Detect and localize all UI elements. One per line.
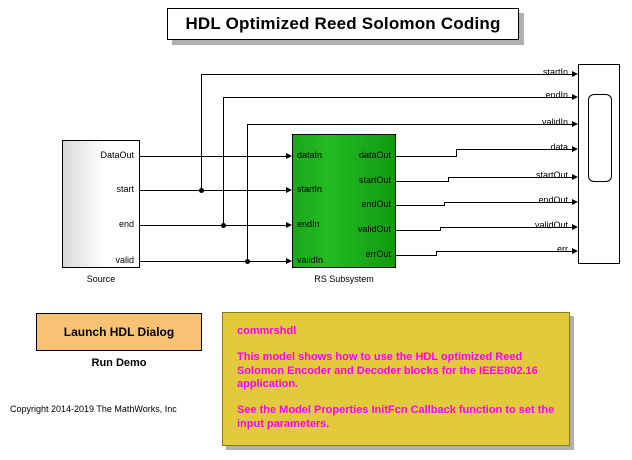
wire-rs-startout-h1 xyxy=(396,181,448,182)
source-block-caption: Source xyxy=(86,274,116,284)
run-demo-caption: Run Demo xyxy=(91,357,147,369)
rs-port-validout: validOut xyxy=(357,224,391,234)
rs-port-endin: endIn xyxy=(297,219,320,229)
wire-rs-validout-h1 xyxy=(396,230,440,231)
wire-start xyxy=(140,190,286,191)
rs-block-caption: RS Subsystem xyxy=(314,274,374,284)
sink-signal-endout: endOut xyxy=(538,195,568,205)
note-heading: commrshdl xyxy=(237,325,297,337)
wire-valid-branch-v xyxy=(247,124,248,261)
model-title-box xyxy=(167,8,519,40)
source-port-end: end xyxy=(118,219,134,229)
rs-port-errout: errOut xyxy=(365,249,391,259)
wire-rs-endout-h1 xyxy=(396,205,444,206)
sink-signal-validout: validOut xyxy=(534,220,568,230)
rs-port-validin: validIn xyxy=(297,255,324,265)
sink-signal-startout: startOut xyxy=(535,170,568,180)
wire-end-branch-v xyxy=(223,97,224,225)
source-port-start: start xyxy=(116,184,134,194)
annotation-note xyxy=(222,312,570,446)
launch-hdl-dialog-button[interactable]: Launch HDL Dialog xyxy=(36,313,202,351)
sink-signal-validin: validIn xyxy=(541,117,568,127)
wire-end xyxy=(140,225,286,226)
rs-port-endout: endOut xyxy=(361,199,391,209)
sink-signal-data: data xyxy=(550,142,568,152)
wire-start-branch-v xyxy=(201,74,202,190)
sink-signal-endin: endIn xyxy=(545,90,568,100)
rs-port-dataout: dataOut xyxy=(358,150,391,160)
sink-signal-err: err xyxy=(557,244,568,254)
page-title: HDL Optimized Reed Solomon Coding xyxy=(185,14,501,33)
sink-inner-shape xyxy=(588,94,612,182)
note-paragraph-1: This model shows how to use the HDL optimized Reed Solomon Encoder and Decoder blocks for the IEEE802.16 application. xyxy=(237,350,538,391)
copyright-text: Copyright 2014-2019 The MathWorks, Inc xyxy=(10,404,177,414)
sink-signal-startin: startIn xyxy=(542,67,568,77)
source-port-dataout: DataOut xyxy=(100,150,134,160)
wire-valid xyxy=(140,261,286,262)
wire-rs-dataout-h1 xyxy=(396,156,456,157)
rs-port-datain: dataIn xyxy=(297,150,323,160)
wire-rs-errout-h1 xyxy=(396,255,436,256)
rs-port-startout: startOut xyxy=(358,175,391,185)
note-paragraph-2: See the Model Properties InitFcn Callback function to set the input parameters. xyxy=(237,404,555,430)
wire-dataout xyxy=(140,156,286,157)
wire-rs-dataout-v xyxy=(456,149,457,157)
source-port-valid: valid xyxy=(115,255,134,265)
rs-port-startin: startIn xyxy=(297,184,323,194)
